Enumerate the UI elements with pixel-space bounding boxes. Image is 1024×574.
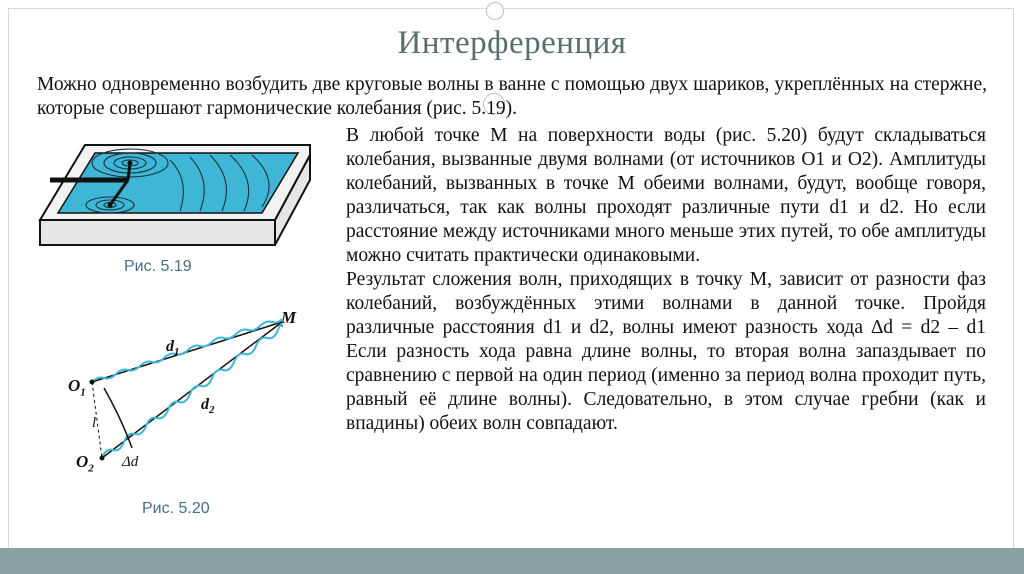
intro-text: Можно одновременно возбудить две круговые волны в ванне с помощью двух шариков, укреплённых на стержне, которые совершают гармонические колебания (рис. 5.19). xyxy=(37,74,987,119)
label-d2 xyxy=(201,396,215,416)
label-M: M xyxy=(281,308,297,327)
label-O1-sub: 1 xyxy=(80,386,86,399)
label-O1 xyxy=(68,376,86,398)
bottom-accent-bar xyxy=(0,548,1024,574)
figure-5-19-water-tank xyxy=(30,125,330,260)
label-d1 xyxy=(166,338,180,358)
label-O2-letter: O xyxy=(76,452,89,471)
body-text xyxy=(346,124,986,436)
paragraph-2: Результат сложения волн, приходящих в точку М, зависит от разности фаз колебаний, возбуждённых этими волнами в данной точке. Пройдя различные расстояния d1 и d2, волны имеют разность хода ∆d = d2 – d1 Если разность хода равна длине волны, то вторая волна запаздывает по сравнению с первой на один период (именно за период волна проходит путь, равный её длине волны). Следовательно, в этом случае гребни (как и впадины) обеих волн совпадают. xyxy=(346,269,986,434)
label-l: l xyxy=(92,415,97,431)
label-O2-sub: 2 xyxy=(88,462,94,475)
label-d2-letter: d xyxy=(201,396,209,413)
label-delta-d: Δd xyxy=(122,454,139,470)
label-d1-sub: 1 xyxy=(174,346,180,359)
top-ornament-circle xyxy=(486,2,504,20)
figure-5-20-caption: Рис. 5.20 xyxy=(142,500,210,517)
figure-5-20-path-diagram xyxy=(80,300,310,480)
label-O1-letter: O xyxy=(68,376,81,395)
label-d2-sub: 2 xyxy=(209,404,215,417)
paragraph-1: В любой точке М на поверхности воды (рис. 5.20) будут складываться колебания, вызванные двумя волнами (от источников О1 и О2). Амплитуды колебаний, вызванных в точке М обеими волнами, будут, вообще говоря, различаться, так как волны проходят различные пути d1 и d2. Но если расстояние между источниками много меньше этих путей, то обе амплитуды можно считать практически одинаковыми. xyxy=(346,125,986,266)
slide-title: Интерференция xyxy=(397,25,627,61)
label-d1-letter: d xyxy=(166,338,174,355)
figure-5-19-caption: Рис. 5.19 xyxy=(124,258,192,275)
label-O2 xyxy=(76,452,94,474)
